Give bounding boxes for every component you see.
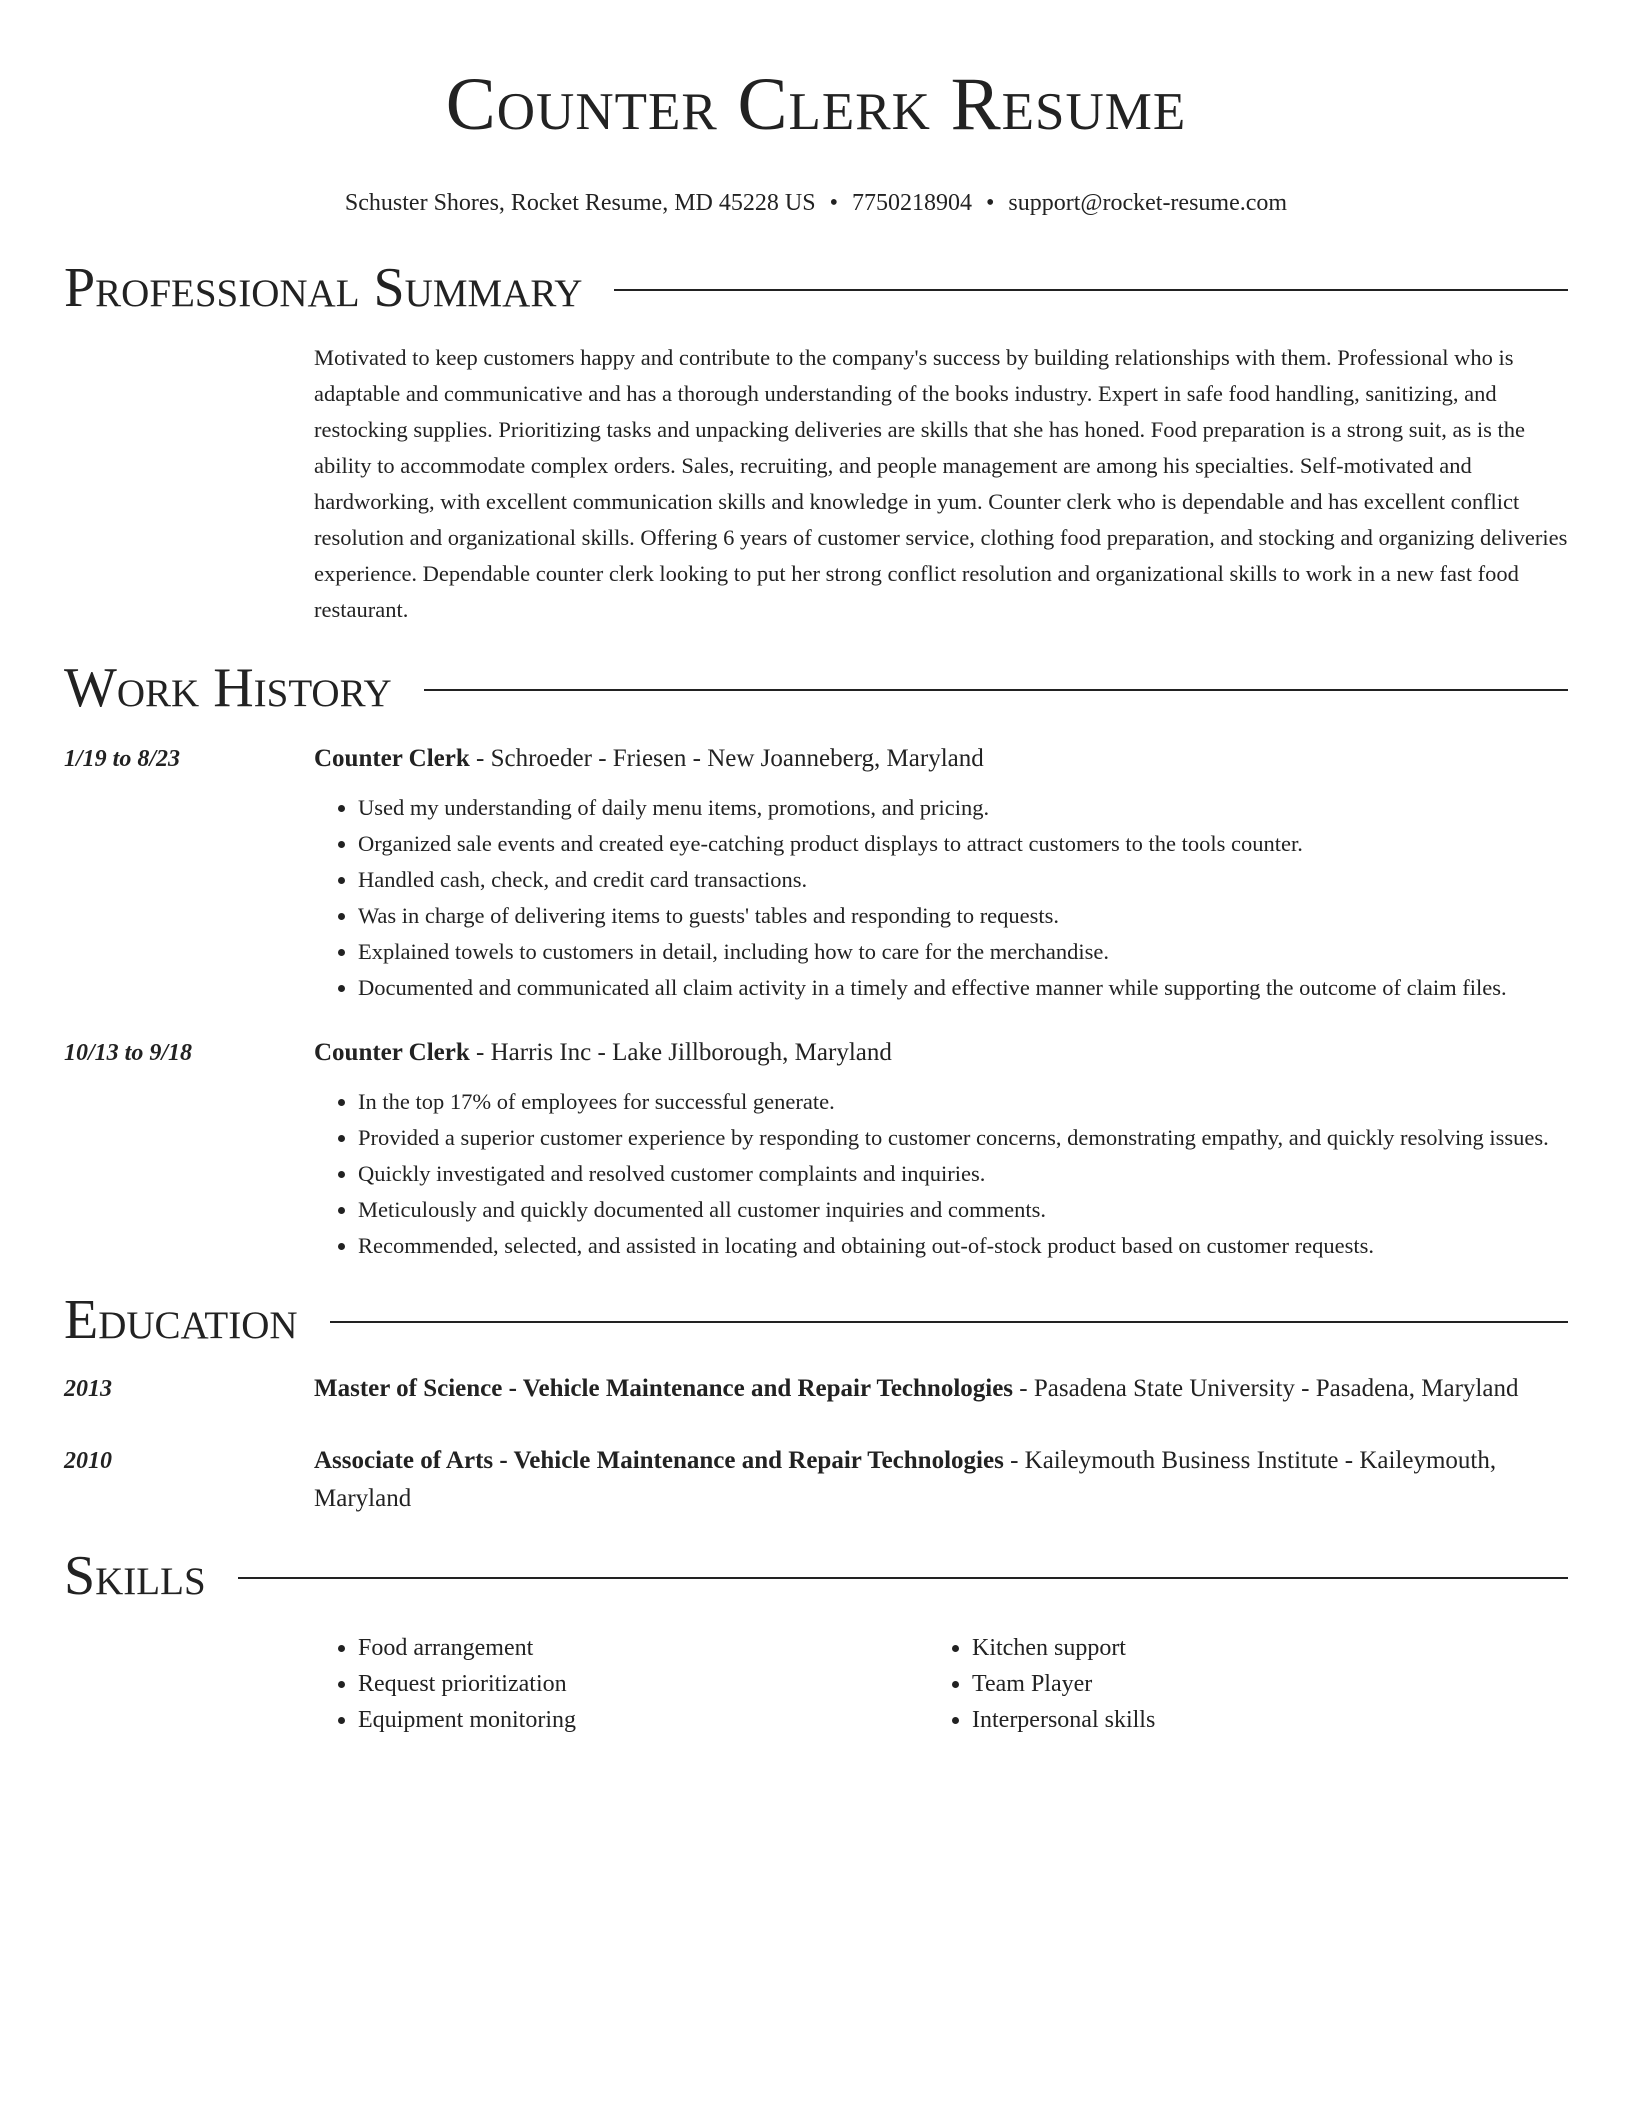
job-bullet: • Handled cash, check, and credit card transactions. [358,862,1568,898]
job-entry [64,740,1568,1006]
work-section-header [64,658,1568,718]
job-details: - Schroeder - Friesen - New Joanneberg, Maryland [469,745,984,772]
job-header [314,740,1568,778]
section-divider [424,689,1568,691]
skill-item: • Equipment monitoring [358,1702,928,1738]
education-school: - Pasadena State University - Pasadena, Maryland [1013,1375,1519,1402]
contact-address: Schuster Shores, Rocket Resume, MD 45228 US [344,190,816,216]
job-title: Counter Clerk [314,745,470,772]
job-bullet: • Documented and communicated all claim activity in a timely and effective manner while supporting the outcome of claim files. [358,970,1568,1006]
skills-heading: Skills [64,1545,206,1607]
skills-list [314,1630,1568,1738]
skill-item: • Team Player [972,1666,1542,1702]
work-heading: Work History [64,657,392,719]
skills-section-header [64,1546,1568,1606]
section-divider [238,1577,1568,1579]
job-bullet: • In the top 17% of employees for successful generate. [358,1084,1568,1120]
section-divider [330,1321,1568,1323]
skills-column-right [928,1630,1542,1738]
job-bullet: • Provided a superior customer experience by responding to customer concerns, demonstrating empathy, and quickly resolving issues. [358,1120,1568,1156]
skills-column-left [314,1630,928,1738]
contact-separator: • [985,190,995,216]
job-title: Counter Clerk [314,1039,470,1066]
summary-heading: Professional Summary [64,257,583,319]
job-dates: 10/13 to 9/18 [64,1040,193,1066]
job-bullets [314,1084,1568,1264]
education-entry [64,1370,1568,1408]
education-school: - Kaileymouth Business Institute - Kaileymouth, Maryland [314,1447,1497,1512]
job-header [314,1034,1568,1072]
education-entry [64,1442,1568,1518]
education-degree: Associate of Arts - Vehicle Maintenance and Repair Technologies [314,1447,1004,1474]
education-degree: Master of Science - Vehicle Maintenance and Repair Technologies [314,1375,1014,1402]
job-bullet: • Recommended, selected, and assisted in locating and obtaining out-of-stock product based on customer requests. [358,1228,1568,1264]
education-details [314,1370,1568,1408]
summary-section-header [64,258,1568,318]
job-bullet: • Was in charge of delivering items to guests' tables and responding to requests. [358,898,1568,934]
summary-text: Motivated to keep customers happy and contribute to the company's success by building relationships with them. Professional who is adaptable and communicative and has a thorough understanding of the books industry. Expert in safe food handling, sanitizing, and restocking supplies. Prioritizing tasks and unpacking deliveries are skills that she has honed. Food preparation is a strong suit, as is the ability to accommodate complex orders. Sales, recruiting, and people management are among his specialties. Self-motivated and hardworking, with excellent communication skills and knowledge in yum. Counter clerk who is dependable and has excellent conflict resolution and organizational skills. Offering 6 years of customer service, clothing food preparation, and stocking and organizing deliveries experience. Dependable counter clerk looking to put her strong conflict resolution and organizational skills to work in a new fast food restaurant. [314,345,1568,622]
job-bullet: • Meticulously and quickly documented all customer inquiries and comments. [358,1192,1568,1228]
section-divider [614,289,1568,291]
job-bullets [314,790,1568,1006]
contact-separator: • [829,190,838,216]
education-year: 2013 [64,1376,112,1402]
resume-page [64,0,1568,1738]
job-entry [64,1034,1568,1264]
job-bullet: • Quickly investigated and resolved customer complaints and inquiries. [358,1156,1568,1192]
job-bullet: • Explained towels to customers in detail, including how to care for the merchandise. [358,934,1568,970]
skill-item: • Kitchen support [972,1630,1542,1666]
contact-phone: 7750218904 [851,190,972,216]
job-dates: 1/19 to 8/23 [64,746,181,772]
job-bullet: • Used my understanding of daily menu items, promotions, and pricing. [358,790,1568,826]
contact-email: support@rocket-resume.com [1008,190,1288,216]
skill-item: • Food arrangement [358,1630,928,1666]
job-bullet: • Organized sale events and created eye-catching product displays to attract customers to the tools counter. [358,826,1568,862]
education-year: 2010 [64,1448,112,1474]
skill-item: • Request prioritization [358,1666,928,1702]
education-section-header [64,1290,1568,1350]
contact-line [64,188,1568,218]
resume-title: Counter Clerk Resume [445,63,1187,146]
skill-item: • Interpersonal skills [972,1702,1542,1738]
education-details [314,1442,1568,1518]
job-details: - Harris Inc - Lake Jillborough, Maryland [469,1039,892,1066]
education-heading: Education [64,1289,298,1351]
